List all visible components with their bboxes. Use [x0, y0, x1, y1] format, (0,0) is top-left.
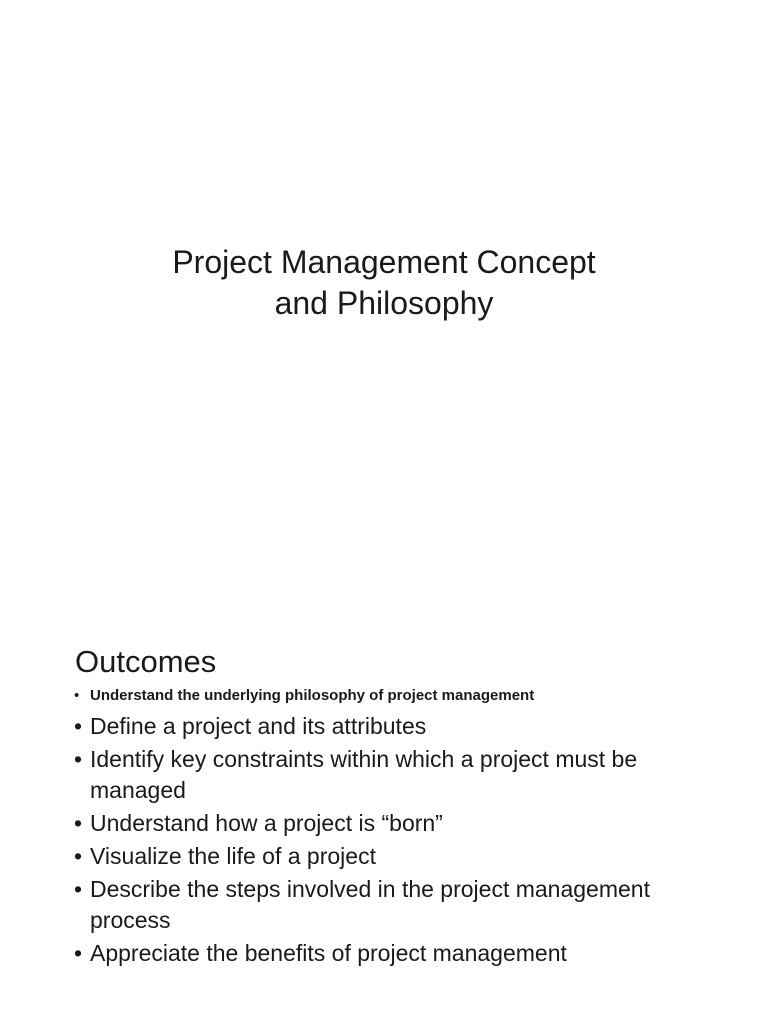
outcome-item	[72, 684, 722, 708]
outcome-item	[72, 744, 722, 806]
bullet-icon: •	[74, 687, 80, 704]
bullet-icon: •	[74, 940, 83, 966]
outcome-text: Appreciate the benefits of project management	[90, 940, 567, 966]
bullet-icon: •	[74, 810, 83, 836]
outcome-item	[72, 938, 722, 969]
outcomes-list	[72, 684, 722, 971]
outcome-text: Define a project and its attributes	[90, 713, 427, 739]
bullet-icon: •	[74, 746, 83, 772]
outcome-item	[72, 711, 722, 742]
title-line-1: Project Management Concept	[172, 244, 596, 280]
bullet-icon: •	[74, 876, 83, 902]
outcomes-slide	[0, 576, 768, 1024]
outcomes-heading: Outcomes	[75, 644, 217, 679]
slide-title	[0, 242, 768, 324]
outcome-item	[72, 808, 722, 839]
title-line-2: and Philosophy	[274, 285, 494, 321]
outcome-item	[72, 874, 722, 936]
outcome-text: Understand how a project is “born”	[90, 810, 443, 836]
bullet-icon: •	[74, 713, 83, 739]
bullet-icon: •	[74, 843, 83, 869]
outcome-item	[72, 841, 722, 872]
outcome-text: Describe the steps involved in the project management process	[90, 876, 650, 933]
outcome-text: Identify key constraints within which a project must be managed	[90, 746, 638, 803]
outcome-text: Visualize the life of a project	[90, 843, 376, 869]
outcome-text: Understand the underlying philosophy of project management	[90, 687, 535, 704]
